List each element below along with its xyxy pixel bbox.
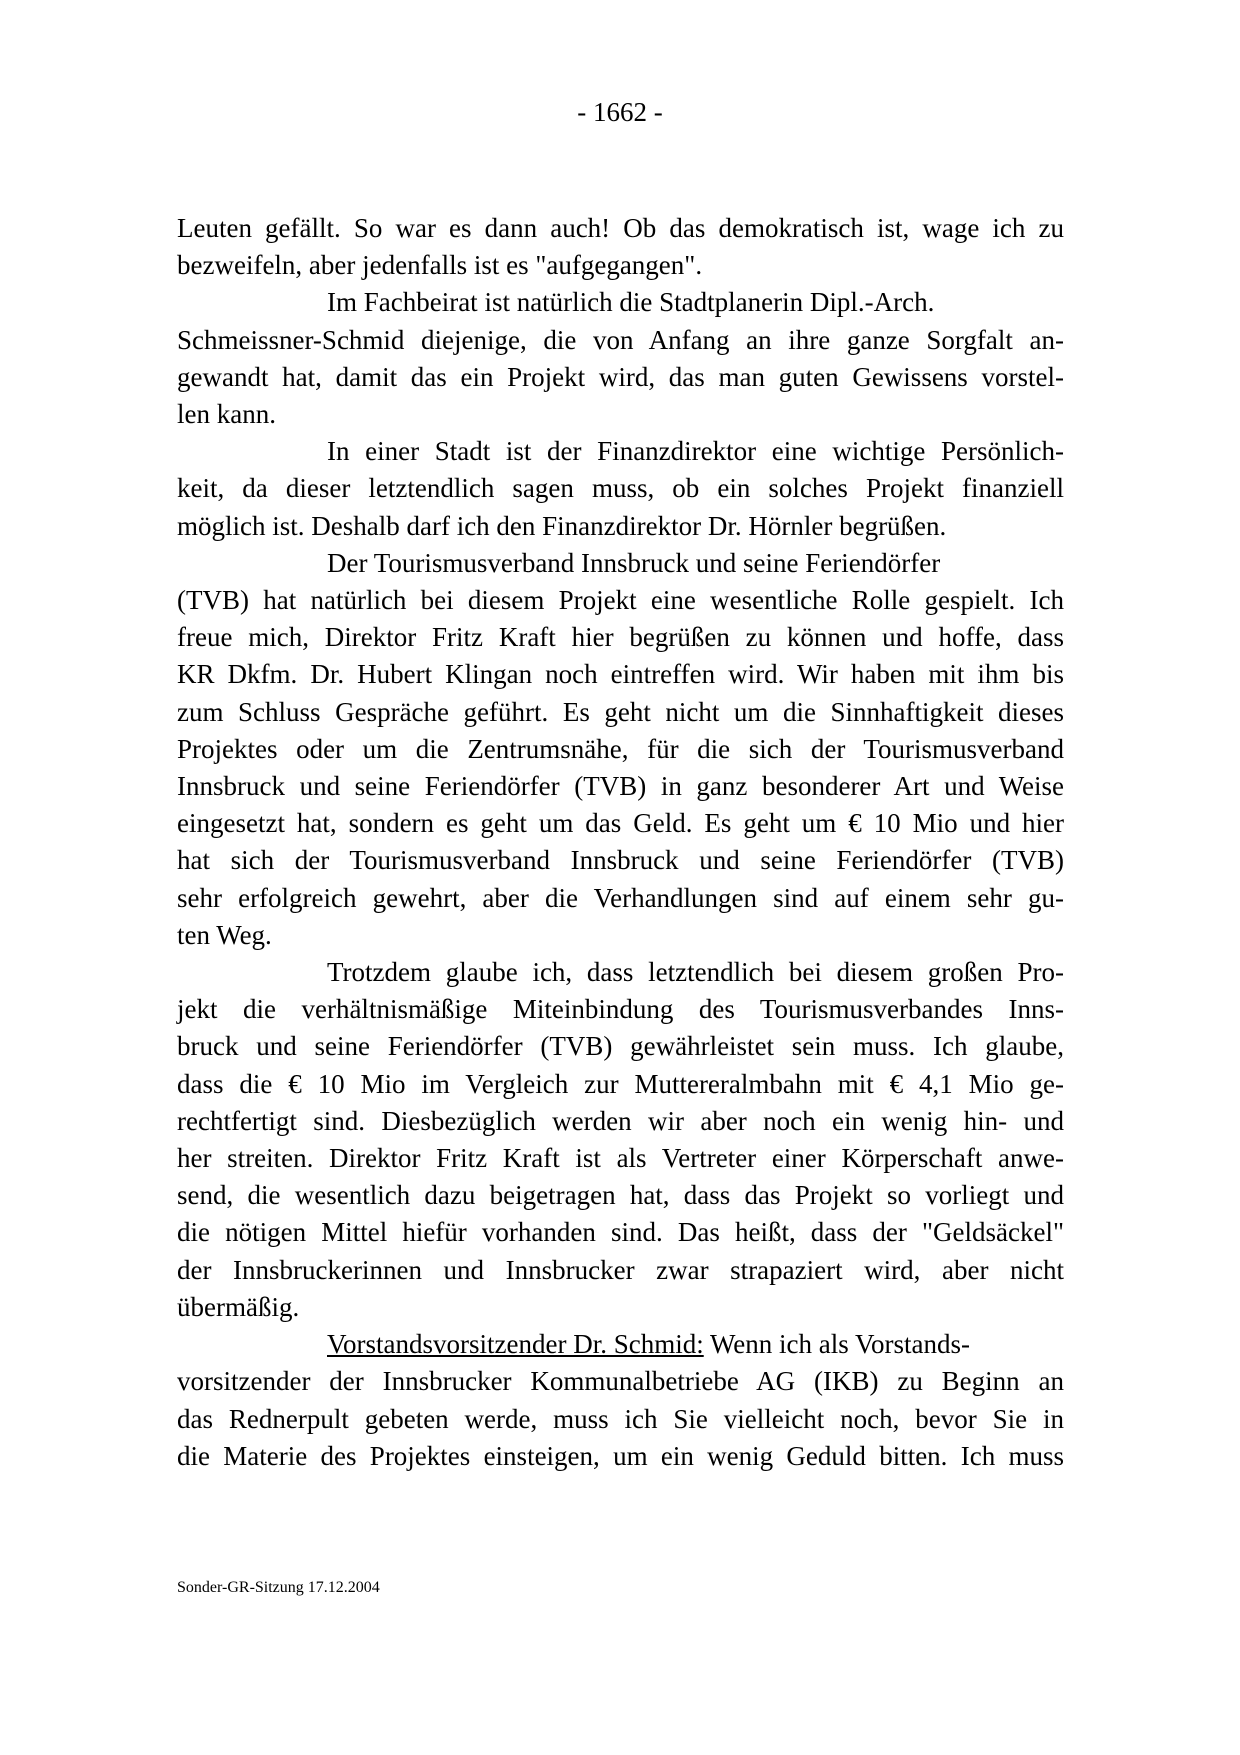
text-line: rechtfertigt sind. Diesbezüglich werden wir aber noch ein wenig hin- und: [177, 1105, 1064, 1136]
text-line: her streiten. Direktor Fritz Kraft ist als Vertreter einer Körperschaft anwe-: [177, 1143, 1064, 1174]
text-line: hat sich der Tourismusverband Innsbruck und seine Feriendörfer (TVB): [177, 845, 1064, 876]
text-line: sehr erfolgreich gewehrt, aber die Verhandlungen sind auf einem sehr gu-: [177, 882, 1064, 913]
text-line: send, die wesentlich dazu beigetragen hat, dass das Projekt so vorliegt und: [177, 1180, 1064, 1211]
text-line: gewandt hat, damit das ein Projekt wird, das man guten Gewissens vorstel-: [177, 361, 1064, 392]
speaker-name: Vorstandsvorsitzender Dr. Schmid:: [327, 1329, 704, 1360]
text-line: freue mich, Direktor Fritz Kraft hier begrüßen zu können und hoffe, dass: [177, 622, 1064, 653]
text-line: möglich ist. Deshalb darf ich den Finanzdirektor Dr. Hörnler begrüßen.: [177, 510, 947, 541]
speaker-text: Wenn ich als Vorstands-: [703, 1329, 971, 1360]
text-line: das Rednerpult gebeten werde, muss ich Sie vielleicht noch, bevor Sie in: [177, 1403, 1064, 1434]
text-line: Projektes oder um die Zentrumsnähe, für die sich der Tourismusverband: [177, 733, 1064, 764]
text-line: KR Dkfm. Dr. Hubert Klingan noch eintreffen wird. Wir haben mit ihm bis: [177, 659, 1064, 690]
text-line: bezweifeln, aber jedenfalls ist es "aufgegangen".: [177, 250, 703, 281]
text-line: Der Tourismusverband Innsbruck und seine Feriendörfer: [327, 547, 941, 578]
text-line: jekt die verhältnismäßige Miteinbindung des Tourismusverbandes Inns-: [177, 994, 1064, 1025]
text-line: Trotzdem glaube ich, dass letztendlich bei diesem großen Pro-: [327, 957, 1064, 988]
text-line: [177, 1326, 1064, 1363]
text-line: zum Schluss Gespräche geführt. Es geht nicht um die Sinnhaftigkeit dieses: [177, 696, 1064, 727]
footer-session-date: Sonder-GR-Sitzung 17.12.2004: [177, 1579, 380, 1596]
text-line: eingesetzt hat, sondern es geht um das Geld. Es geht um € 10 Mio und hier: [177, 808, 1064, 839]
text-line: dass die € 10 Mio im Vergleich zur Muttereralmbahn mit € 4,1 Mio ge-: [177, 1068, 1064, 1099]
text-line: übermäßig.: [177, 1291, 300, 1322]
text-line: Innsbruck und seine Feriendörfer (TVB) in ganz besonderer Art und Weise: [177, 771, 1064, 802]
text-line: die nötigen Mittel hiefür vorhanden sind. Das heißt, dass der "Geldsäckel": [177, 1217, 1064, 1248]
text-line: die Materie des Projektes einsteigen, um ein wenig Geduld bitten. Ich muss: [177, 1440, 1064, 1471]
text-line: ten Weg.: [177, 919, 272, 950]
text-line: Schmeissner-Schmid diejenige, die von Anfang an ihre ganze Sorgfalt an-: [177, 324, 1064, 355]
text-line: Im Fachbeirat ist natürlich die Stadtplanerin Dipl.-Arch.: [327, 287, 935, 318]
text-line: bruck und seine Feriendörfer (TVB) gewährleistet sein muss. Ich glaube,: [177, 1031, 1064, 1062]
body-text: [177, 210, 1064, 1475]
text-line: (TVB) hat natürlich bei diesem Projekt eine wesentliche Rolle gespielt. Ich: [177, 585, 1064, 616]
page-number: - 1662 -: [577, 97, 663, 127]
text-line: vorsitzender der Innsbrucker Kommunalbetriebe AG (IKB) zu Beginn an: [177, 1366, 1064, 1397]
text-line: In einer Stadt ist der Finanzdirektor eine wichtige Persönlich-: [327, 436, 1064, 467]
text-line: keit, da dieser letztendlich sagen muss, ob ein solches Projekt finanziell: [177, 473, 1064, 504]
text-line: Leuten gefällt. So war es dann auch! Ob das demokratisch ist, wage ich zu: [177, 213, 1064, 243]
text-line: len kann.: [177, 399, 276, 430]
text-line: der Innsbruckerinnen und Innsbrucker zwar strapaziert wird, aber nicht: [177, 1254, 1064, 1285]
